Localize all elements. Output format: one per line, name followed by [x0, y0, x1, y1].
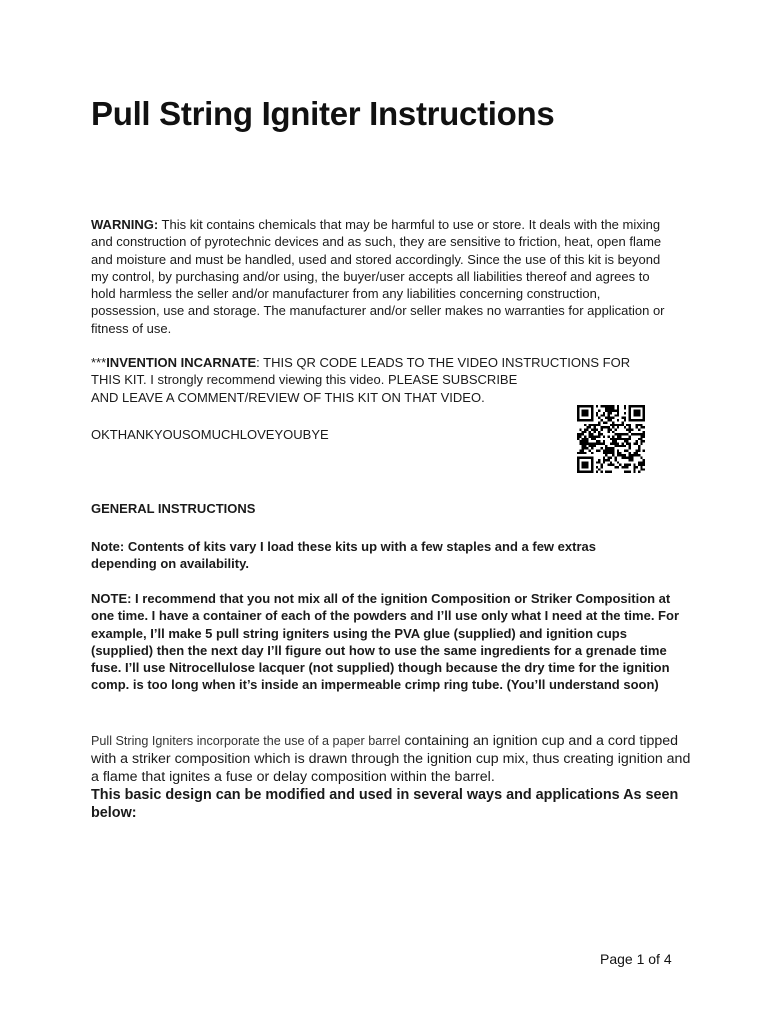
design-intro: Pull String Igniters incorporate the use of a paper barrel [91, 734, 401, 748]
general-instructions-heading: GENERAL INSTRUCTIONS [91, 501, 256, 516]
page-title: Pull String Igniter Instructions [91, 95, 555, 132]
note-contents: Note: Contents of kits vary I load these kits up with a few staples and a few extras depending on availability. [91, 539, 596, 572]
signoff-text: OKTHANKYOUSOMUCHLOVEYOUBYE [91, 427, 329, 442]
invention-prefix: *** [91, 355, 107, 370]
design-paragraph [91, 732, 691, 822]
invention-line-1: : THIS QR CODE LEADS TO THE VIDEO INSTRUCTIONS FOR [256, 355, 631, 370]
invention-label: INVENTION INCARNATE [106, 355, 257, 370]
invention-paragraph [91, 354, 671, 406]
invention-line-3: AND LEAVE A COMMENT/REVIEW OF THIS KIT ON THAT VIDEO. [91, 389, 485, 405]
page-number: Page 1 of 4 [600, 951, 672, 967]
design-emphasis: This basic design can be modified and used in several ways and applications As seen below: [91, 787, 679, 821]
warning-paragraph [91, 216, 671, 337]
qr-code-icon[interactable] [577, 405, 645, 473]
invention-line-2: THIS KIT. I strongly recommend viewing this video. PLEASE SUBSCRIBE [91, 372, 518, 388]
note-recommendation: NOTE: I recommend that you not mix all of the ignition Composition or Striker Composition at one time. I have a container of each of the powders and I’ll use only what I need at the time. For example, I’ll make 5 pull string igniters using the PVA glue (supplied) and ignition cups (supplied) then the next day I’ll figure out how to use the same ingredients for a grenade time fuse. I’ll use Nitrocellulose lacquer (not supplied) though because the dry time for the ignition comp. is too long when it’s inside an impermeable crimp ring tube. (You’ll understand soon) [91, 591, 680, 693]
warning-label: WARNING: [91, 217, 159, 232]
warning-text: This kit contains chemicals that may be harmful to use or store. It deals with the mixing and construction of pyrotechnic devices and as such, they are sensitive to friction, heat, open flame and moisture and must be handled, used and stored accordingly. Since the use of this kit is beyond my control, by purchasing and/or using, the buyer/user accepts all liabilities thereof and agrees to hold harmless the seller and/or manufacturer from any liabilities concerning construction, possession, use and storage. The manufacturer and/or seller makes no warranties for application or fitness of use. [91, 217, 665, 336]
design-body: containing an ignition cup and a cord tipped with a striker composition which is drawn through the ignition cup mix, thus creating ignition and a flame that ignites a fuse or delay composition within the barrel. [91, 733, 691, 785]
